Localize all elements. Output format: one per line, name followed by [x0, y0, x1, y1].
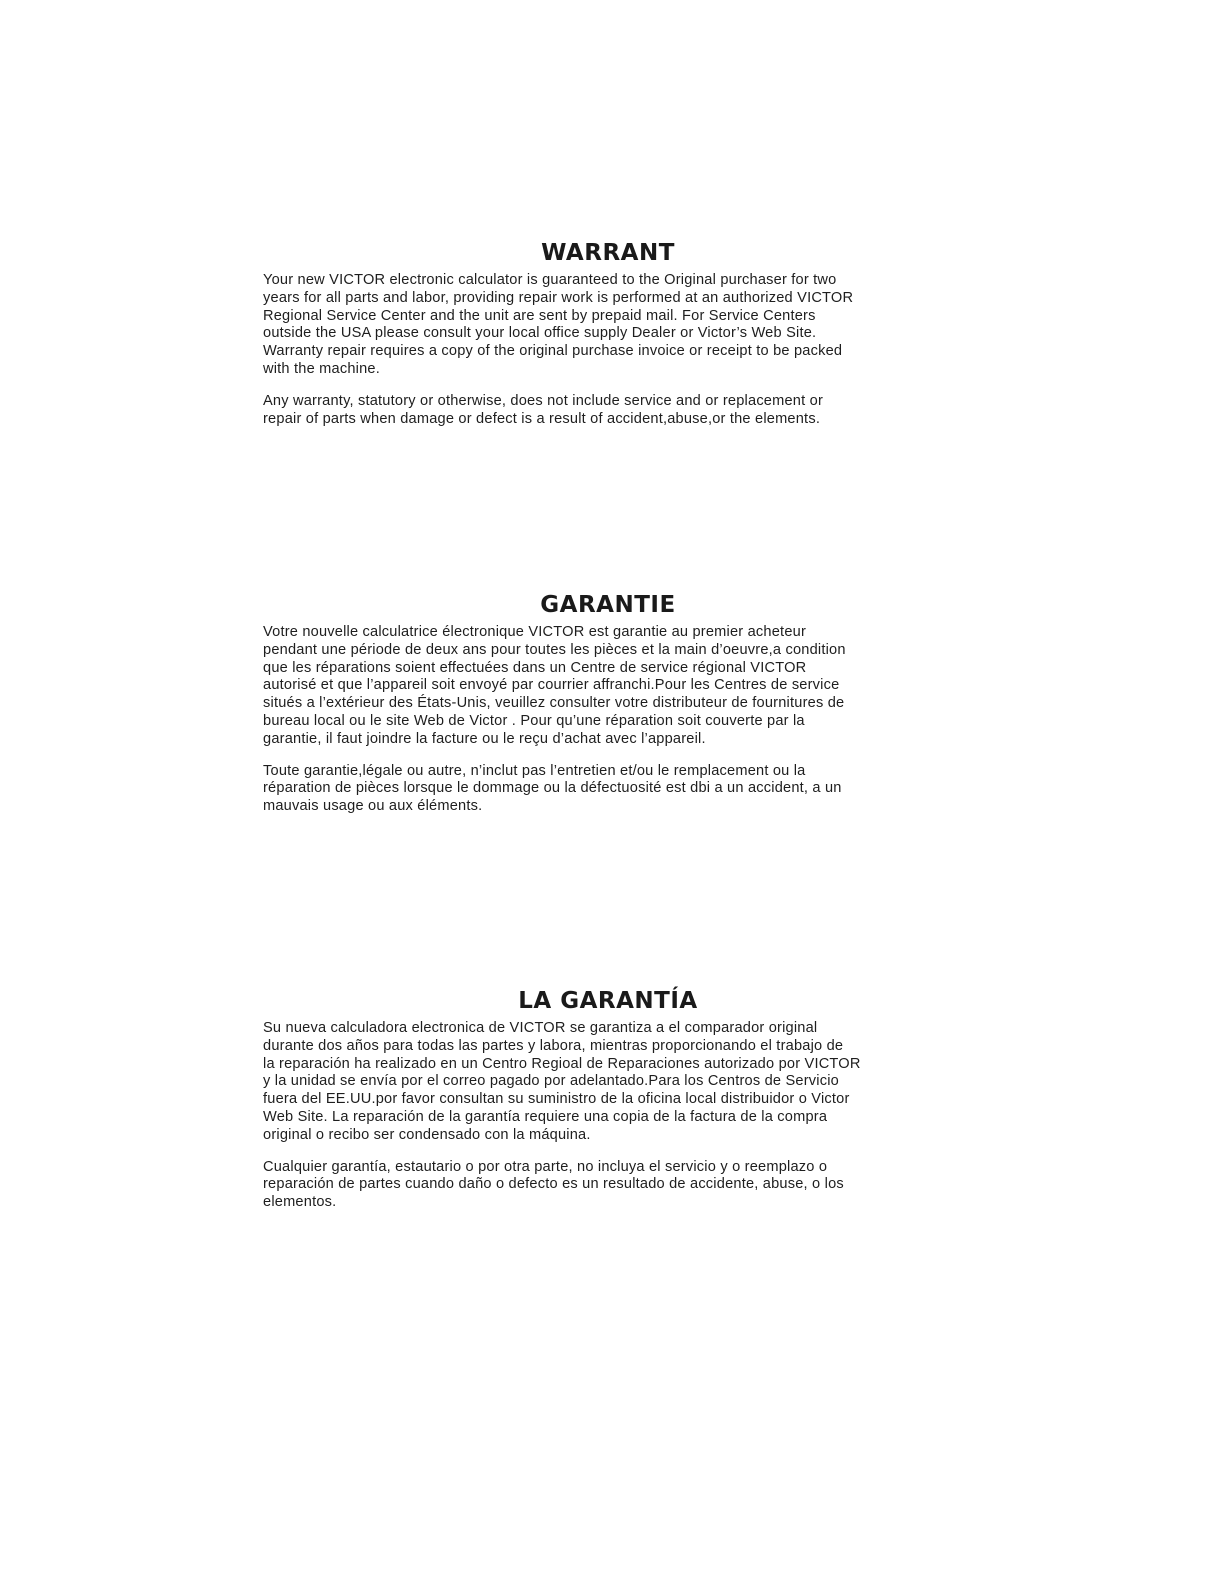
section-paragraph: Any warranty, statutory or otherwise, does not include service and or replacement or repair of parts when damage or defect is a result of accident,abuse,or the elements.: [263, 392, 824, 427]
section-paragraph: Toute garantie,légale ou autre, n’inclut pas l’entretien et/ou le remplacement ou la réparation de pièces lorsque le dommage ou la défectuosité est dbi a un accident, a un mauvais usage ou aux éléments.: [263, 762, 842, 815]
section-paragraph: Su nueva calculadora electronica de VICTOR se garantiza a el comparador original durante dos años para todas las partes y labora, mientras proporcionando el trabajo de la reparación ha realizado en un Centro Regioal de Reparaciones autorizado por VICTOR y la unidad se envía por el correo pagado por adelantado.Para los Centros de Servicio fuera del EE.UU.por favor consultan su suministro de la oficina local distribuidor o Victor Web Site. La reparación de la garantía requiere una copia de la factura de la compra original o recibo ser condensado con la máquina.: [263, 1020, 861, 1143]
warranty-section-spanish: [263, 988, 953, 1212]
section-title: WARRANT: [541, 240, 675, 266]
section-title: GARANTIE: [540, 592, 676, 618]
warranty-section-english: [263, 240, 953, 428]
section-paragraph: Your new VICTOR electronic calculator is guaranteed to the Original purchaser for two years for all parts and labor, providing repair work is performed at an authorized VICTOR Regional Service Center and the unit are sent by prepaid mail. For Service Centers outside the USA please consult your local office supply Dealer or Victor’s Web Site. Warranty repair requires a copy of the original purchase invoice or receipt to be packed with the machine.: [263, 272, 854, 377]
warranty-section-french: [263, 592, 953, 816]
section-paragraph: Cualquier garantía, estautario o por otra parte, no incluya el servicio y o reemplazo o reparación de partes cuando daño o defecto es un resultado de accidente, abuse, o los elementos.: [263, 1158, 844, 1211]
section-paragraph: Votre nouvelle calculatrice électronique VICTOR est garantie au premier acheteur pendant une période de deux ans pour toutes les pièces et la main d’oeuvre,a condition que les réparations soient effectuées dans un Centre de service régional VICTOR autorisé et que l’appareil soit envoyé par courrier affranchi.Pour les Centres de service situés a l’extérieur des États-Unis, veuillez consulter votre distributeur de fournitures de bureau local ou le site Web de Victor . Pour qu’une réparation soit couverte par la garantie, il faut joindre la facture ou le reçu d’achat avec l’appareil.: [263, 624, 846, 747]
section-title: LA GARANTÍA: [518, 988, 698, 1014]
